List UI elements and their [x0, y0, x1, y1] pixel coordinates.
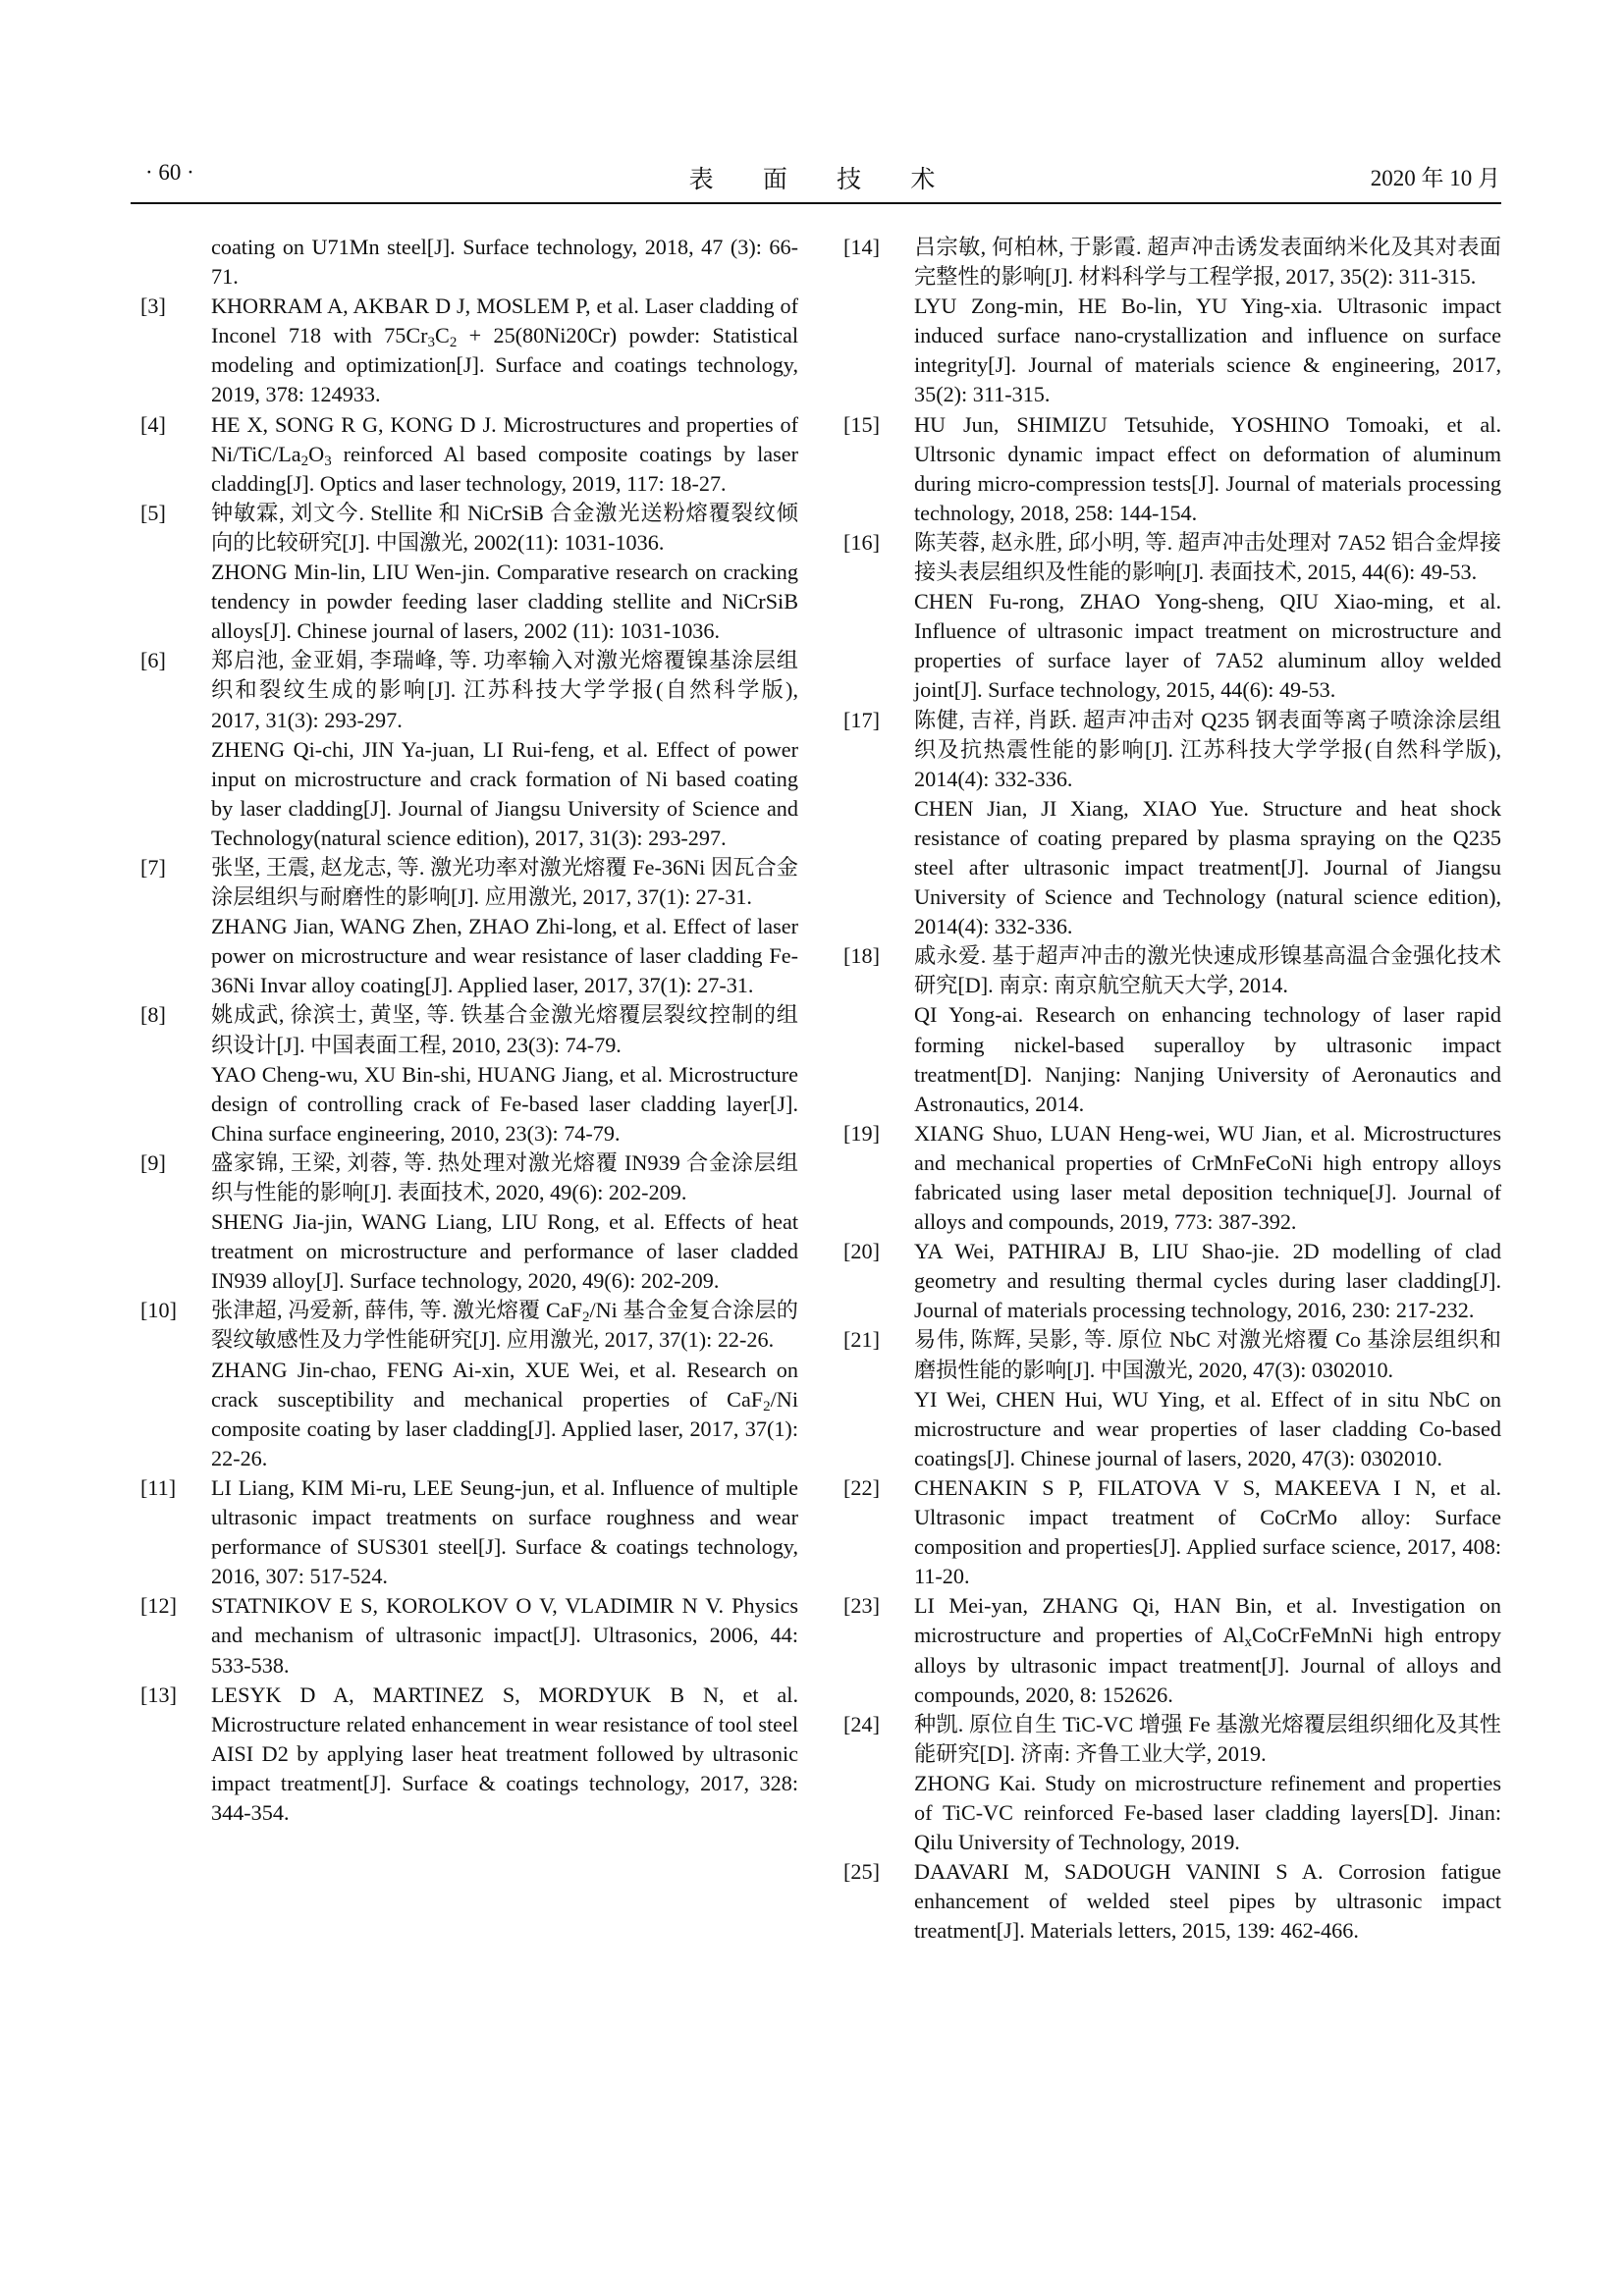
- reference-entry: [131, 410, 798, 499]
- reference-number: [6]: [140, 648, 166, 673]
- reference-entry: [131, 292, 798, 409]
- reference-text: 陈健, 吉祥, 肖跃. 超声冲击对 Q235 钢表面等离子喷涂涂层组织及抗热震性能的影响[J]. 江苏科技大学学报(自然科学版), 2014(4): 332-336.: [914, 707, 1501, 791]
- reference-text: LI Mei-yan, ZHANG Qi, HAN Bin, et al. Investigation on microstructure and properties of $Al_xCoCrFeMnNi$ high entropy alloys by ultrasonic impact treatment[J]. Journal of alloys and compounds, 2020, 8: 152626.: [914, 1593, 1502, 1707]
- reference-text: YA Wei, PATHIRAJ B, LIU Shao-jie. 2D modelling of clad geometry and resulting thermal cycles during laser cladding[J]. Journal of materials processing technology, 2016, 230: 217-232.: [914, 1239, 1501, 1323]
- reference-entry: [131, 499, 798, 646]
- reference-number: [17]: [843, 707, 880, 732]
- reference-entry: [834, 706, 1501, 942]
- reference-text: HU Jun, SHIMIZU Tetsuhide, YOSHINO Tomoaki, et al. Ultrsonic dynamic impact effect on deformation of aluminum during micro-compression tests[J]. Journal of materials processing technology, 2018, 258: 144-154.: [914, 411, 1501, 525]
- reference-number: [25]: [843, 1859, 880, 1885]
- reference-text: 易伟, 陈辉, 吴影, 等. 原位 NbC 对激光熔覆 Co 基涂层组织和磨损性能的影响[J]. 中国激光, 2020, 47(3): 0302010.: [914, 1327, 1501, 1382]
- reference-number: [14]: [843, 235, 880, 259]
- reference-text: XIANG Shuo, LUAN Heng-wei, WU Jian, et al. Microstructures and mechanical properties of CrMnFeCoNi high entropy alloys fabricated using laser metal deposition technique[J]. Journal of alloys and compounds, 2019, 773: 387-392.: [914, 1120, 1501, 1235]
- reference-entry: [131, 646, 798, 853]
- reference-text: HE X, SONG R G, KONG D J. Microstructures and properties of $Ni/TiC/La_2O_3$ reinforced Al based composite coatings by laser cladding[J]. Optics and laser technology, 2019, 117: 18-27.: [211, 411, 798, 496]
- reference-entry: [834, 1119, 1501, 1237]
- reference-number: [10]: [140, 1298, 177, 1323]
- reference-entry: [834, 528, 1501, 706]
- reference-entry: [131, 233, 798, 292]
- reference-text: DAAVARI M, SADOUGH VANINI S A. Corrosion fatigue enhancement of welded steel pipes by ultrasonic impact treatment[J]. Materials letters, 2015, 139: 462-466.: [914, 1859, 1501, 1944]
- reference-translation: ZHANG Jian, WANG Zhen, ZHAO Zhi-long, et al. Effect of laser power on microstructure and wear resistance of laser cladding Fe-36Ni Invar alloy coating[J]. Applied laser, 2017, 37(1): 27-31.: [211, 914, 798, 998]
- reference-text: 盛家锦, 王梁, 刘蓉, 等. 热处理对激光熔覆 IN939 合金涂层组织与性能的影响[J]. 表面技术, 2020, 49(6): 202-209.: [211, 1149, 798, 1204]
- reference-translation: YI Wei, CHEN Hui, WU Ying, et al. Effect of in situ NbC on microstructure and wear properties of laser cladding Co-based coatings[J]. Chinese journal of lasers, 2020, 47(3): 0302010.: [914, 1386, 1501, 1470]
- reference-text: coating on U71Mn steel[J]. Surface technology, 2018, 47 (3): 66-71.: [211, 235, 798, 290]
- reference-entry: [131, 853, 798, 1000]
- reference-text: LI Liang, KIM Mi-ru, LEE Seung-jun, et al. Influence of multiple ultrasonic impact treatments on surface roughness and wear performance of SUS301 steel[J]. Surface & coatings technology, 2016, 307: 517-524.: [211, 1474, 798, 1589]
- reference-column-right: [834, 233, 1501, 1946]
- reference-number: [5]: [140, 500, 166, 525]
- reference-number: [18]: [843, 943, 880, 969]
- reference-entry: [834, 233, 1501, 410]
- reference-number: [3]: [140, 294, 166, 319]
- reference-text: 种凯. 原位自生 TiC-VC 增强 Fe 基激光熔覆层组织细化及其性能研究[D]. 济南: 齐鲁工业大学, 2019.: [914, 1711, 1501, 1766]
- reference-translation: QI Yong-ai. Research on enhancing technology of laser rapid forming nickel-based superalloy by ultrasonic impact treatment[D]. Nanjing: Nanjing University of Aeronautics and Astronautics, 2014.: [914, 1002, 1501, 1116]
- reference-translation: SHENG Jia-jin, WANG Liang, LIU Rong, et al. Effects of heat treatment on microstructure and performance of laser cladded IN939 alloy[J]. Surface technology, 2020, 49(6): 202-209.: [211, 1209, 798, 1294]
- reference-entry: [834, 1237, 1501, 1325]
- reference-column-left: [131, 233, 798, 1828]
- reference-number: [23]: [843, 1593, 880, 1619]
- page-number: · 60 ·: [145, 160, 194, 185]
- reference-entry: [834, 1857, 1501, 1946]
- reference-number: [20]: [843, 1239, 880, 1264]
- reference-number: [15]: [843, 411, 880, 437]
- reference-entry: [131, 1591, 798, 1680]
- reference-text: STATNIKOV E S, KOROLKOV O V, VLADIMIR N V. Physics and mechanism of ultrasonic impact[J]. Ultrasonics, 2006, 44: 533-538.: [211, 1593, 798, 1678]
- reference-number: [16]: [843, 529, 880, 555]
- reference-number: [19]: [843, 1120, 880, 1146]
- reference-number: [21]: [843, 1327, 880, 1353]
- reference-text: 张坚, 王震, 赵龙志, 等. 激光功率对激光熔覆 Fe-36Ni 因瓦合金涂层组织与耐磨性的影响[J]. 应用激光, 2017, 37(1): 27-31.: [211, 854, 798, 910]
- reference-number: [11]: [140, 1474, 177, 1500]
- reference-number: [7]: [140, 854, 166, 880]
- reference-entry: [834, 1710, 1501, 1857]
- reference-entry: [131, 1148, 798, 1296]
- reference-translation: CHEN Jian, JI Xiang, XIAO Yue. Structure and heat shock resistance of coating prepared by plasma spraying on the Q235 steel after ultrasonic impact treatment[J]. Journal of Jiangsu University of Science and Technology (natural science edition), 2014(4): 332-336.: [914, 795, 1501, 939]
- reference-translation: YAO Cheng-wu, XU Bin-shi, HUANG Jiang, et al. Microstructure design of controlling crack of Fe-based laser cladding layer[J]. China surface engineering, 2010, 23(3): 74-79.: [211, 1061, 798, 1146]
- reference-entry: [131, 1681, 798, 1828]
- reference-entry: [834, 941, 1501, 1119]
- reference-number: [13]: [140, 1682, 177, 1707]
- journal-title: 表 面 技 术: [688, 167, 957, 193]
- running-header: [145, 160, 1500, 199]
- reference-entry: [131, 1000, 798, 1148]
- reference-text: LESYK D A, MARTINEZ S, MORDYUK B N, et al. Microstructure related enhancement in wear resistance of tool steel AISI D2 by applying laser heat treatment followed by ultrasonic impact treatment[J]. Surface & coatings technology, 2017, 328: 344-354.: [211, 1682, 798, 1825]
- reference-translation: ZHONG Kai. Study on microstructure refinement and properties of TiC-VC reinforced Fe-based laser cladding layers[D]. Jinan: Qilu University of Technology, 2019.: [914, 1770, 1501, 1855]
- reference-text: 钟敏霖, 刘文今. Stellite 和 NiCrSiB 合金激光送粉熔覆裂纹倾向的比较研究[J]. 中国激光, 2002(11): 1031-1036.: [211, 500, 798, 555]
- reference-number: [12]: [140, 1593, 177, 1619]
- reference-translation: ZHENG Qi-chi, JIN Ya-juan, LI Rui-feng, et al. Effect of power input on microstructure and crack formation of Ni based coating by laser cladding[J]. Journal of Jiangsu University of Science and Technology(natural science edition), 2017, 31(3): 293-297.: [211, 736, 798, 850]
- reference-number: [4]: [140, 411, 166, 437]
- header-rule: [131, 202, 1501, 204]
- reference-entry: [834, 410, 1501, 528]
- reference-entry: [834, 1591, 1501, 1709]
- reference-translation: ZHONG Min-lin, LIU Wen-jin. Comparative research on cracking tendency in powder feeding laser cladding stellite and NiCrSiB alloys[J]. Chinese journal of lasers, 2002 (11): 1031-1036.: [211, 560, 798, 644]
- reference-entry: [834, 1473, 1501, 1591]
- reference-translation: LYU Zong-min, HE Bo-lin, YU Ying-xia. Ultrasonic impact induced surface nano-crystallization and influence on surface integrity[J]. Journal of materials science & engineering, 2017, 35(2): 311-315.: [914, 294, 1501, 407]
- reference-text: 姚成武, 徐滨士, 黄坚, 等. 铁基合金激光熔覆层裂纹控制的组织设计[J]. 中国表面工程, 2010, 23(3): 74-79.: [211, 1002, 798, 1057]
- reference-number: [22]: [843, 1474, 880, 1500]
- reference-text: 戚永爱. 基于超声冲击的激光快速成形镍基高温合金强化技术研究[D]. 南京: 南京航空航天大学, 2014.: [914, 943, 1501, 998]
- reference-entry: [131, 1296, 798, 1473]
- reference-text: 陈芙蓉, 赵永胜, 邱小明, 等. 超声冲击处理对 7A52 铝合金焊接接头表层组织及性能的影响[J]. 表面技术, 2015, 44(6): 49-53.: [914, 529, 1501, 585]
- reference-entry: [131, 1473, 798, 1591]
- reference-translation: CHEN Fu-rong, ZHAO Yong-sheng, QIU Xiao-ming, et al. Influence of ultrasonic impact treatment on microstructure and properties of surface layer of 7A52 aluminum alloy welded joint[J]. Surface technology, 2015, 44(6): 49-53.: [914, 589, 1501, 703]
- reference-text: 郑启池, 金亚娟, 李瑞峰, 等. 功率输入对激光熔覆镍基涂层组织和裂纹生成的影响[J]. 江苏科技大学学报(自然科学版), 2017, 31(3): 293-297.: [211, 648, 798, 732]
- reference-number: [9]: [140, 1149, 166, 1175]
- reference-text: 张津超, 冯爱新, 薛伟, 等. 激光熔覆 CaF$_2$/Ni 基合金复合涂层的裂纹敏感性及力学性能研究[J]. 应用激光, 2017, 37(1): 22-26.: [211, 1298, 798, 1353]
- reference-text: KHORRAM A, AKBAR D J, MOSLEM P, et al. Laser cladding of Inconel 718 with $75Cr_3C_2 + 25(80Ni20Cr)$ powder: Statistical modeling and optimization[J]. Surface and coatings technology, 2019, 378: 124933.: [211, 294, 799, 407]
- reference-number: [24]: [843, 1711, 880, 1736]
- reference-number: [8]: [140, 1002, 166, 1028]
- reference-text: 吕宗敏, 何柏林, 于影霞. 超声冲击诱发表面纳米化及其对表面完整性的影响[J]. 材料科学与工程学报, 2017, 35(2): 311-315.: [914, 235, 1501, 290]
- reference-entry: [834, 1325, 1501, 1472]
- issue-date: 2020 年 10 月: [1370, 166, 1500, 190]
- reference-text: CHENAKIN S P, FILATOVA V S, MAKEEVA I N, et al. Ultrasonic impact treatment of CoCrMo alloy: Surface composition and properties[J]. Applied surface science, 2017, 408: 11-20.: [914, 1474, 1501, 1589]
- reference-translation: ZHANG Jin-chao, FENG Ai-xin, XUE Wei, et al. Research on crack susceptibility and mechanical properties of CaF$_2$/Ni composite coating by laser cladding[J]. Applied laser, 2017, 37(1): 22-26.: [211, 1357, 798, 1470]
